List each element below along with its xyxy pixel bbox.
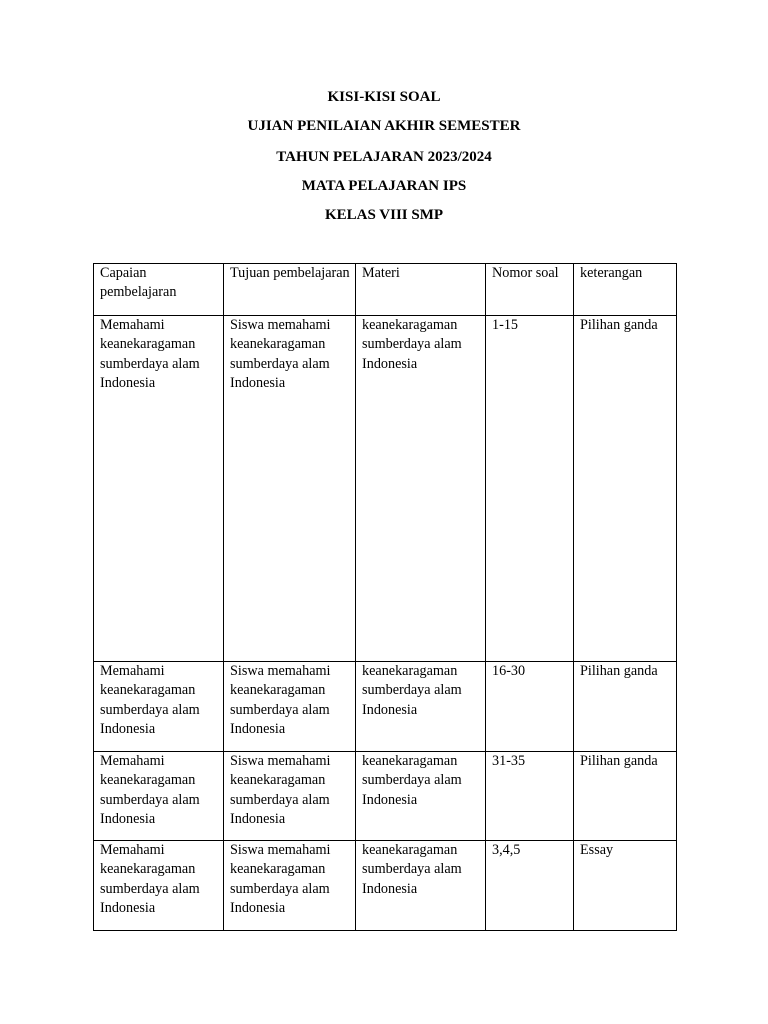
cell-materi: keanekaragaman sumberdaya alam Indonesia [356, 752, 486, 841]
table-row [94, 752, 677, 841]
cell-materi: keanekaragaman sumberdaya alam Indonesia [356, 841, 486, 931]
cell-nomor-soal: 16-30 [486, 662, 574, 752]
header-keterangan: keterangan [574, 264, 677, 316]
header-materi: Materi [356, 264, 486, 316]
cell-capaian: Memahami keanekaragaman sumberdaya alam Indonesia [94, 662, 224, 752]
cell-tujuan: Siswa memahami keanekaragaman sumberdaya alam Indonesia [224, 316, 356, 662]
cell-capaian: Memahami keanekaragaman sumberdaya alam Indonesia [94, 841, 224, 931]
kisi-kisi-table [93, 263, 677, 931]
cell-keterangan: Pilihan ganda [574, 752, 677, 841]
cell-capaian: Memahami keanekaragaman sumberdaya alam Indonesia [94, 752, 224, 841]
cell-tujuan: Siswa memahami keanekaragaman sumberdaya alam Indonesia [224, 662, 356, 752]
doc-title: KISI-KISI SOAL [327, 89, 441, 105]
subject: MATA PELAJARAN IPS [301, 178, 467, 194]
cell-nomor-soal: 3,4,5 [486, 841, 574, 931]
grade-level: KELAS VIII SMP [324, 207, 444, 223]
table-header-row [94, 264, 677, 316]
cell-materi: keanekaragaman sumberdaya alam Indonesia [356, 662, 486, 752]
cell-nomor-soal: 1-15 [486, 316, 574, 662]
exam-name: UJIAN PENILAIAN AKHIR SEMESTER [247, 118, 521, 134]
table-row [94, 841, 677, 931]
cell-keterangan: Pilihan ganda [574, 662, 677, 752]
academic-year: TAHUN PELAJARAN 2023/2024 [276, 149, 492, 165]
header-tujuan: Tujuan pembelajaran [224, 264, 356, 316]
table-row [94, 662, 677, 752]
cell-materi: keanekaragaman sumberdaya alam Indonesia [356, 316, 486, 662]
header-nomor-soal: Nomor soal [486, 264, 574, 316]
cell-capaian: Memahami keanekaragaman sumberdaya alam Indonesia [94, 316, 224, 662]
cell-nomor-soal: 31-35 [486, 752, 574, 841]
header-capaian: Capaian pembelajaran [94, 264, 224, 316]
table-row [94, 316, 677, 662]
cell-keterangan: Essay [574, 841, 677, 931]
cell-tujuan: Siswa memahami keanekaragaman sumberdaya alam Indonesia [224, 841, 356, 931]
cell-keterangan: Pilihan ganda [574, 316, 677, 662]
cell-tujuan: Siswa memahami keanekaragaman sumberdaya alam Indonesia [224, 752, 356, 841]
